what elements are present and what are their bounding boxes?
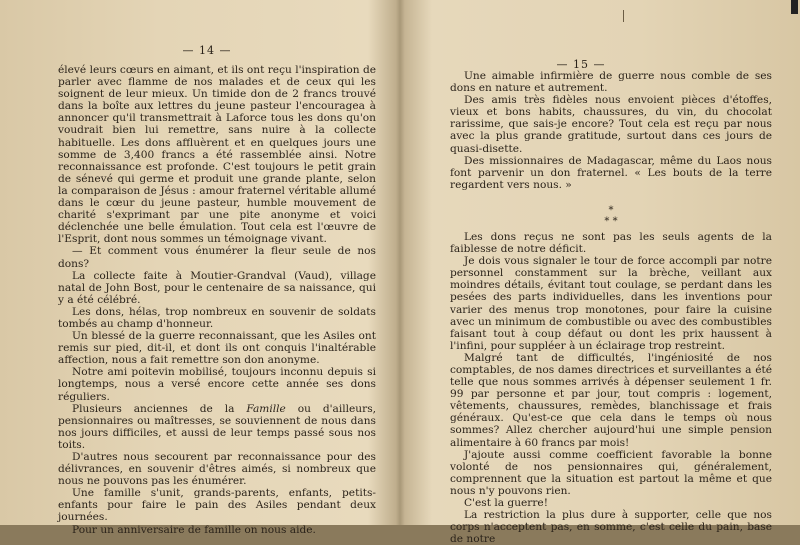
paragraph: J'ajoute aussi comme coefficient favorable la bonne volonté de nos pensionnaires qui, généralement, comprennent que la situation est partout la même et que nous n'y pouvons rien. <box>450 448 772 497</box>
paragraph: élevé leurs cœurs en aimant, et ils ont reçu l'inspiration de parler avec flamme de nos malades et de ceux qui les soignent de leur mieux. Un timide don de 2 francs trouvé dans la boîte aux lettres du jeune pasteur l'encouragea à annoncer qu'il transmettrait à Laforce tous les dons qu'on voudrait bien lui remettre, sans nuire à la collecte habituelle. Les dons affluèrent et en quelques jours une somme de 3,400 francs a été rassemblée ainsi. Notre reconnaissance est profonde. C'est toujours le petit grain de sénevé qui germe et produit une grande plante, selon la comparaison de Jésus : amour fraternel véritable allumé dans le cœur du jeune pasteur, humble mouvement de charité s'exprimant par une pite anonyme et voici déclenchée une belle émulation. Tout cela est l'œuvre de l'Esprit, dont nous sommes un témoignage vivant. <box>58 64 376 246</box>
left-page <box>0 0 398 536</box>
paragraph: D'autres nous secourent par reconnaissance pour des délivrances, en souvenir d'êtres aimés, si nombreux que nous ne pouvons pas les énumérer. <box>58 451 376 488</box>
paragraph: Des amis très fidèles nous envoient pièces d'étoffes, vieux et bons habits, chaussures, du vin, du chocolat rarissime, que sais-je encore? Tout cela est reçu par nous avec la plus grande gratitude, surtout dans ces jours de quasi-disette. <box>450 94 772 155</box>
separator-stars-bottom: * * <box>604 215 618 227</box>
paragraph: Une aimable infirmière de guerre nous comble de ses dons en nature et autrement. <box>450 70 772 95</box>
paragraph: Les dons, hélas, trop nombreux en souvenir de soldats tombés au champ d'honneur. <box>58 305 376 330</box>
separator-star-top: * <box>608 204 614 216</box>
paragraph: Malgré tant de difficultés, l'ingéniosité de nos comptables, de nos dames directrices et surveillantes a été telle que nous sommes arrivés à dépenser seulement 1 fr. 99 par personne et par jour, tout compris : logement, vêtements, chaussures, remèdes, blanchissage et frais généraux. Qu'est-ce que cela dans le temps où nous sommes? Allez chercher aujourd'hui une simple pension alimentaire à 60 francs par mois! <box>450 351 772 449</box>
paragraph-start: Plusieurs anciennes de la <box>72 402 247 415</box>
paragraph-rest: ou d'ailleurs, pensionnaires ou maîtresses, se souviennent de nous dans nos jours difficiles, et aussi de leur temps passé sous nos toits. <box>58 402 376 451</box>
paragraph: — Et comment vous énumérer la fleur seule de nos dons? <box>58 245 376 270</box>
paragraph: Une famille s'unit, grands-parents, enfants, petits-enfants pour faire le pain des Asiles pendant deux journées. <box>58 487 376 524</box>
paragraph: Des missionnaires de Madagascar, même du Laos nous font parvenir un don fraternel. « Les bouts de la terre regardent vers nous. » <box>450 154 772 191</box>
section-separator <box>450 205 772 227</box>
paragraph: Les dons reçus ne sont pas les seuls agents de la faiblesse de notre déficit. <box>450 230 772 256</box>
paragraph: La collecte faite à Moutier-Grandval (Vaud), village natal de John Bost, pour le centenaire de sa naissance, qui y a été célébré. <box>58 269 376 306</box>
paragraph: La restriction la plus dure à supporter, celle que nos corps n'acceptent pas, en somme, c'est celle du pain, base de notre <box>450 509 772 545</box>
paragraph: Je dois vous signaler le tour de force accompli par notre personnel constamment sur la brèche, veillant aux moindres détails, évitant tout coulage, se perdant dans les pesées des parts individuelles, dans les inventions pour varier des menus trop monotones, pour faire la cuisine avec un minimum de combustible ou avec des combustibles faisant tout à coup défaut ou dont les prix haussent à l'infini, pour suppléer à un éclairage trop restreint. <box>450 255 772 352</box>
paragraph: Un blessé de la guerre reconnaissant, que les Asiles ont remis sur pied, dit-il, et dont ils ont conquis l'inaltérable affection, nous a fait remettre son don anonyme. <box>58 330 376 367</box>
page-number-left: — 14 — <box>182 44 232 57</box>
left-page-text <box>58 64 376 536</box>
right-page-text <box>450 70 772 545</box>
paragraph: C'est la guerre! <box>464 497 548 509</box>
paragraph: Notre ami poitevin mobilisé, toujours inconnu depuis si longtemps, nous a versé encore cette année ses dons réguliers. <box>58 366 376 403</box>
page-number-right: — 15 — <box>556 58 606 71</box>
paragraph: Pour un anniversaire de famille on nous aide. <box>72 523 316 536</box>
paragraph <box>58 403 376 451</box>
italic-word: Famille <box>246 402 286 415</box>
right-page <box>402 0 800 545</box>
